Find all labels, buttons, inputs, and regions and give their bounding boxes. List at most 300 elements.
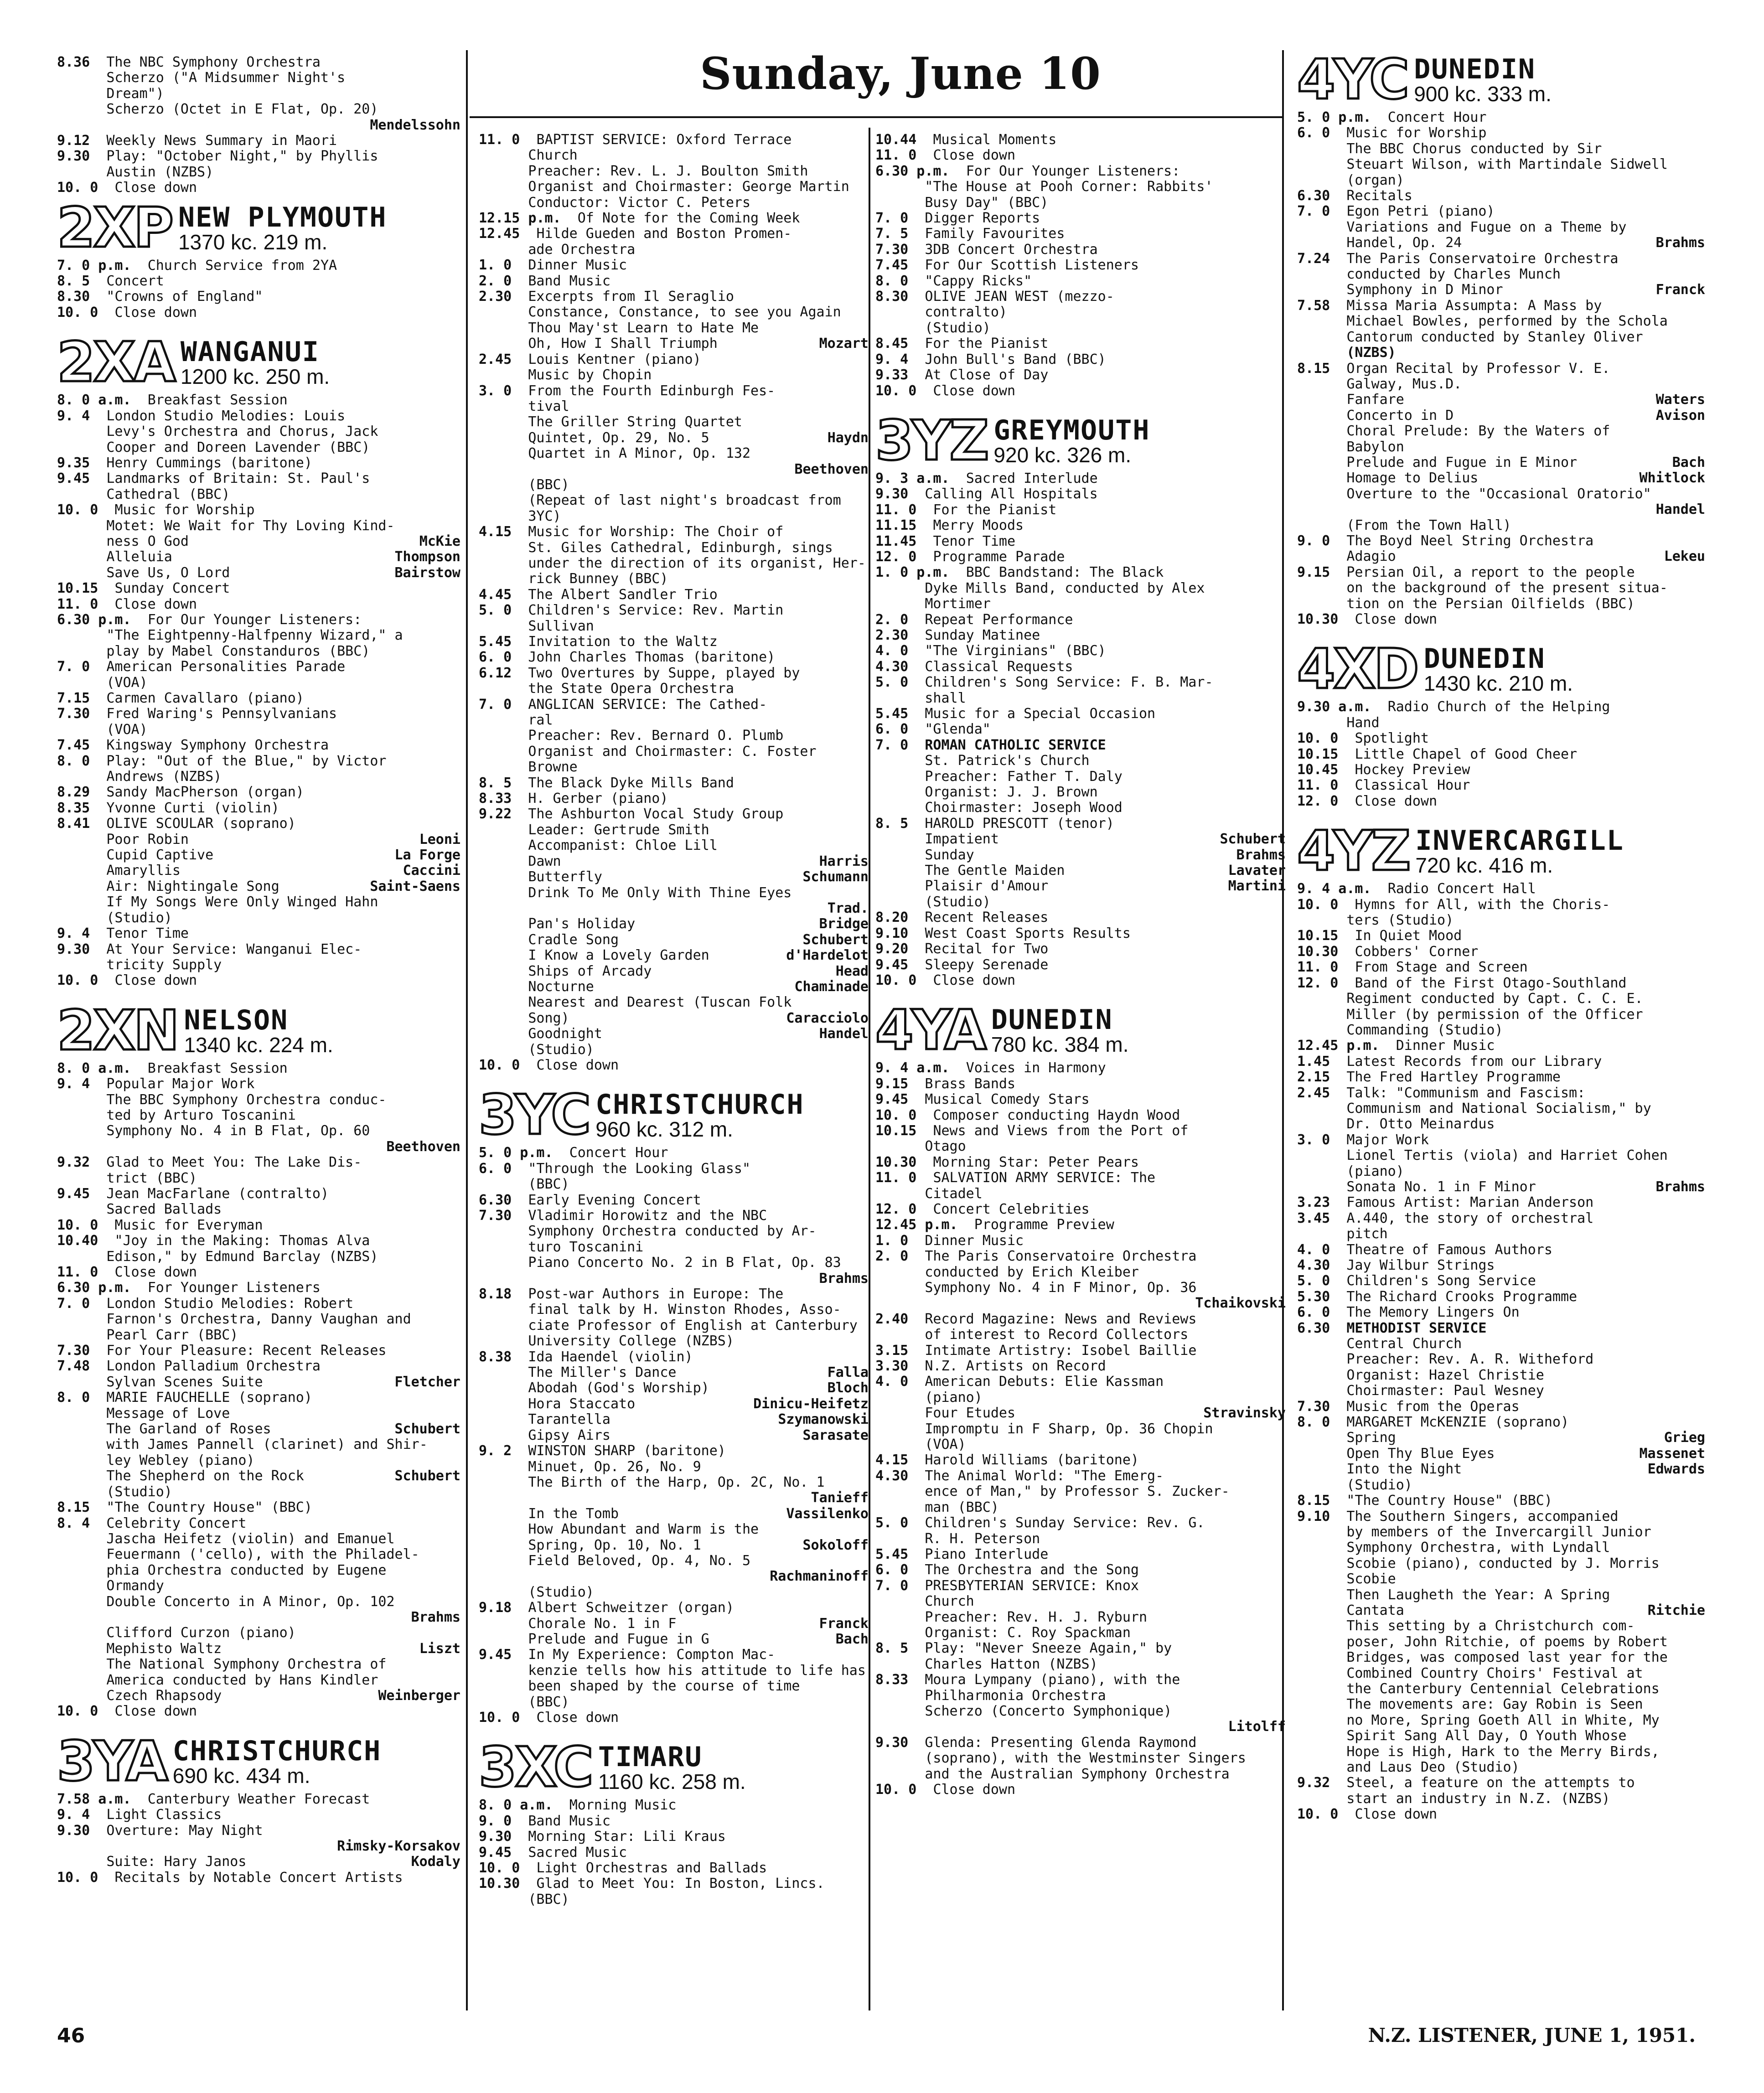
listing-line: [57, 1610, 460, 1625]
listing-programme: Composer conducting Haydn Wood: [933, 1107, 1180, 1123]
listing-line: [479, 540, 869, 556]
listing-programme: Close down: [933, 382, 1016, 399]
listing-programme: Preacher: Rev. H. J. Ryburn: [925, 1609, 1148, 1625]
listing-line: [875, 242, 1286, 258]
listing-continued-2: [479, 132, 869, 1083]
listing-line: [57, 1578, 460, 1594]
listing-time: 1. 0: [875, 1232, 909, 1249]
listing-line: [875, 195, 1286, 211]
listing-time: 9.45: [875, 956, 909, 973]
listing-line: [57, 502, 460, 518]
listing-programme: Choirmaster: Paul Wesney: [1346, 1383, 1544, 1399]
listing-time: 6. 0: [875, 1562, 909, 1578]
listing-time: 9.15: [1297, 564, 1330, 580]
listing-time: 7. 0: [875, 1577, 909, 1594]
listing-time: 5.30: [1297, 1288, 1330, 1305]
listing-line: [57, 1823, 460, 1839]
listing-time: 5.45: [875, 706, 909, 722]
listing-line: [875, 1249, 1286, 1264]
listing-programme: America conducted by Hans Kindler: [106, 1672, 378, 1688]
listing-programme: Jay Wilbur Strings: [1346, 1257, 1495, 1273]
listing-programme: ley Webley (piano): [106, 1452, 255, 1468]
listing-line: [1297, 377, 1705, 392]
listing-time: 2.15: [1297, 1069, 1330, 1085]
listing-time: 6.30 p.m.: [875, 163, 950, 179]
listing-line: [1297, 1242, 1705, 1258]
station-header: [57, 1730, 460, 1793]
listing-programme: Close down: [114, 1703, 197, 1720]
listing-line: [479, 399, 869, 414]
listing-line: [875, 1641, 1286, 1656]
listing-line: [875, 226, 1286, 242]
listing-programme: Music for Everyman: [114, 1217, 263, 1233]
listing-programme: Constance, Constance, to see you Again: [528, 304, 841, 320]
listing-programme: Music for Worship: [1346, 125, 1487, 141]
listing-programme: been shaped by the course of time: [528, 1678, 800, 1695]
listing-programme: Close down: [114, 1264, 197, 1280]
listing-programme: Canterbury Weather Forecast: [147, 1791, 370, 1807]
listing-line: [875, 1437, 1286, 1452]
listing-line: [1297, 439, 1705, 455]
listing-programme: Play: "Out of the Blue," by Victor: [106, 753, 387, 769]
listing-line: [875, 848, 1286, 863]
listing-line: [57, 1343, 460, 1359]
listing-composer: Dinicu-Heifetz: [753, 1395, 869, 1412]
listing-time: 10.30: [1297, 943, 1339, 960]
listing-time: 8.20: [875, 910, 909, 926]
listing-programme: turo Toscanini: [528, 1239, 644, 1255]
listing-programme: "Joy in the Making: Thomas Alva: [114, 1233, 370, 1249]
listing-line: [875, 1704, 1286, 1719]
station-header: [875, 999, 1286, 1063]
listing-time: 11.15: [875, 517, 917, 534]
listing-programme: For the Pianist: [925, 336, 1049, 352]
station-header: [1297, 820, 1705, 884]
listing-programme: Symphony Orchestra conducted by Ar-: [528, 1223, 817, 1240]
listing-line: [57, 894, 460, 910]
listing-time: 6.30: [479, 1192, 512, 1208]
listing-line: [479, 1318, 869, 1333]
listing-line: [875, 628, 1286, 643]
listing-programme: The Fred Hartley Programme: [1346, 1069, 1561, 1085]
listing-composer: La Forge: [394, 847, 460, 863]
listing-programme: Sunday Matinee: [925, 627, 1040, 643]
listing-programme: Pearl Carr (BBC): [106, 1327, 238, 1343]
listing-composer: Handel: [1655, 501, 1705, 518]
listing-programme: Michael Bowles, performed by the Schola: [1346, 313, 1668, 330]
listing-line: [57, 1657, 460, 1672]
listing-time: 10. 0: [1297, 1806, 1339, 1823]
listing-programme: Cobbers' Corner: [1355, 943, 1479, 960]
listing-time: 5.45: [479, 634, 512, 650]
listing-time: 2. 0: [875, 611, 909, 628]
listing-composer: Caracciolo: [786, 1010, 869, 1026]
listing-line: [1297, 173, 1705, 188]
listing-programme: OLIVE JEAN WEST (mezzo-: [925, 289, 1114, 305]
listing-continued: [57, 55, 460, 196]
listing-composer: Haydn: [827, 429, 869, 446]
listing-time: 9. 0: [479, 1813, 512, 1829]
listing-line: [875, 320, 1286, 336]
listing-programme: (Studio): [106, 1483, 172, 1500]
listing-programme: 3YC): [528, 508, 561, 524]
listing-line: [875, 879, 1286, 894]
listing-programme: Preacher: Father T. Daly: [925, 768, 1123, 785]
station-frequency: 1160 kc. 258 m.: [598, 1770, 746, 1794]
listing-programme: Radio Church of the Helping: [1387, 699, 1610, 715]
listing-line: [57, 1186, 460, 1202]
listing-time: 6.30: [1297, 188, 1330, 204]
listing-programme: London Studio Melodies: Robert: [106, 1295, 354, 1312]
listing-line: [1297, 897, 1705, 913]
listing-line: [479, 509, 869, 524]
listing-time: 9.30: [479, 1829, 512, 1845]
listing-line: [1297, 1101, 1705, 1116]
listing-programme: Browne: [528, 759, 578, 775]
listing-line: [875, 1782, 1286, 1798]
listing-time: 8.33: [479, 791, 512, 807]
listing-time: 8.41: [57, 816, 90, 832]
listing-line: [1297, 502, 1705, 517]
listing-line: [57, 1061, 460, 1076]
listing-line: [479, 1287, 869, 1302]
station-frequency: 720 kc. 416 m.: [1415, 853, 1553, 878]
listing-time: 8. 0: [57, 1390, 90, 1406]
listing-programme: "The Country House" (BBC): [1346, 1493, 1552, 1509]
listing-programme: The BBC Symphony Orchestra conduc-: [106, 1091, 387, 1108]
station-city: TIMARU: [598, 1741, 703, 1773]
listing-programme: Music for Worship: [114, 502, 255, 518]
listing-programme: Feuermann ('cello), with the Philadel-: [106, 1546, 419, 1563]
listing-programme: The Paris Conservatoire Orchestra: [925, 1248, 1197, 1265]
listing-programme: Into the Night: [1346, 1461, 1462, 1478]
column-3: [875, 132, 1286, 1808]
listing-line: [57, 832, 460, 848]
listing-time: 6. 0: [875, 721, 909, 738]
listing-line: [479, 1569, 869, 1584]
listing-time: 8. 4: [57, 1515, 90, 1531]
listing-line: [479, 1632, 869, 1647]
listing-programme: Suite: Hary Janos: [106, 1854, 247, 1870]
station-header: [1297, 638, 1705, 702]
station-frequency: 1340 kc. 224 m.: [184, 1033, 333, 1057]
listing-programme: London Palladium Orchestra: [106, 1358, 321, 1375]
listing-line: [479, 681, 869, 697]
listing-line: [1297, 1791, 1705, 1807]
station-callsign: 3XC: [479, 1736, 592, 1800]
listing-time: 7.30: [875, 241, 909, 258]
listing-composer: Rimsky-Korsakov: [337, 1838, 460, 1854]
listing-line: [479, 619, 869, 634]
listing-programme: Four Etudes: [925, 1405, 1016, 1421]
listing-line: [479, 1585, 869, 1600]
listing-time: 7.30: [1297, 1398, 1330, 1415]
listing-line: [57, 1792, 460, 1807]
listing-line: [1297, 1085, 1705, 1101]
listing-programme: Save Us, O Lord: [106, 564, 230, 581]
listing-programme: Clifford Curzon (piano): [106, 1625, 296, 1641]
listing-programme: Fanfare: [1346, 392, 1404, 408]
listing-line: [1297, 125, 1705, 141]
station-frequency: 900 kc. 333 m.: [1414, 82, 1552, 106]
station-3XC: [479, 1736, 869, 1917]
listing-time: 10. 0: [875, 1107, 917, 1123]
listing-line: [1297, 361, 1705, 377]
listing-line: [479, 995, 869, 1010]
listing-time: 8. 5: [57, 273, 90, 289]
listing-line: [479, 179, 869, 195]
listing-composer: Waters: [1655, 392, 1705, 408]
listing-line: [875, 1296, 1286, 1311]
listing-line: [57, 1468, 460, 1484]
listing-programme: (Studio): [925, 320, 991, 336]
listing-composer: Stravinsky: [1203, 1405, 1286, 1421]
listing-time: 7. 5: [875, 226, 909, 242]
listing-line: [57, 1359, 460, 1374]
listing-line: [479, 1302, 869, 1318]
listing-time: 8.36: [57, 54, 90, 70]
listing-line: [479, 1695, 869, 1710]
listing-line: [875, 1735, 1286, 1751]
listing-time: 10.30: [479, 1876, 520, 1892]
listing-line: [479, 1553, 869, 1569]
listing-line: [479, 1145, 869, 1161]
listing-time: 6.30 p.m.: [57, 1280, 131, 1296]
listing-line: [57, 305, 460, 320]
listing-programme: Invitation to the Waltz: [528, 634, 718, 650]
listing-programme: "Crowns of England": [106, 289, 263, 305]
listing-programme: St. Giles Cathedral, Edinburgh, sings: [528, 539, 833, 556]
listing-programme: Galway, Mus.D.: [1346, 376, 1462, 392]
listing-line: [1297, 960, 1705, 975]
listing-time: 3.23: [1297, 1194, 1330, 1211]
listing-line: [1297, 731, 1705, 746]
listing-line: [479, 760, 869, 775]
listing-programme: Hora Staccato: [528, 1395, 636, 1412]
listing-line: [479, 1208, 869, 1224]
listing-line: [875, 549, 1286, 565]
listing-programme: The Paris Conservatoire Orchestra: [1346, 250, 1619, 267]
station-city: INVERCARGILL: [1415, 825, 1624, 857]
listing-programme: Concerto in D: [1346, 407, 1454, 424]
listing-composer: Franck: [1655, 282, 1705, 298]
listing-programme: Regiment conducted by Capt. C. C. E.: [1346, 991, 1643, 1007]
listing-time: 7. 0: [875, 737, 909, 753]
listing-programme: "The Virginians" (BBC): [925, 643, 1106, 659]
listing-programme: Conductor: Victor C. Peters: [528, 194, 751, 211]
listing-line: [479, 430, 869, 446]
listing-time: 11. 0: [57, 596, 98, 612]
listing-programme: For Younger Listeners: [147, 1280, 321, 1296]
listing-time: 5. 0 p.m.: [1297, 109, 1371, 125]
listing-programme: Organist and Choirmaster: George Martin: [528, 179, 849, 195]
listing-line: [1297, 1211, 1705, 1226]
listing-line: [1297, 944, 1705, 960]
listing-programme: Church: [528, 147, 578, 164]
station-city: NEW PLYMOUTH: [178, 201, 387, 233]
listing-line: [875, 612, 1286, 628]
listing-programme: rick Bunney (BBC): [528, 571, 668, 587]
listing-programme: Recitals by Notable Concert Artists: [114, 1869, 403, 1886]
listing-line: [479, 352, 869, 367]
listing-time: 12.45 p.m.: [875, 1217, 958, 1233]
listing-programme: Charles Hatton (NZBS): [925, 1656, 1098, 1672]
station-4YC: [1297, 48, 1705, 637]
listing-time: 9.30 a.m.: [1297, 699, 1371, 715]
listing-line: [479, 666, 869, 681]
listing-programme: Music for Worship: The Choir of: [528, 524, 784, 540]
listing-line: [1297, 1336, 1705, 1352]
listing-composer: Schubert: [394, 1421, 460, 1437]
listing-line: [479, 477, 869, 493]
listing-composer: Szymanowski: [778, 1411, 869, 1428]
listing-line: [1297, 1289, 1705, 1305]
listing-programme: Farnon's Orchestra, Danny Vaughan and: [106, 1311, 411, 1328]
station-2XN: [57, 999, 460, 1730]
listing-line: [57, 408, 460, 424]
listing-programme: MARIE FAUCHELLE (soprano): [106, 1390, 312, 1406]
listing-programme: Choirmaster: Joseph Wood: [925, 800, 1123, 816]
listing-line: [57, 1375, 460, 1390]
listing-line: [1297, 282, 1705, 298]
listing-programme: The Garland of Roses: [106, 1421, 271, 1437]
listing-line: [479, 320, 869, 336]
listing-line: [57, 1547, 460, 1562]
listing-line: [479, 854, 869, 869]
listing-programme: Concert Celebrities: [933, 1201, 1090, 1217]
listing-programme: H. Gerber (piano): [528, 791, 668, 807]
listing-programme: Play: "Never Sneeze Again," by: [925, 1640, 1172, 1657]
listing-programme: Classical Hour: [1355, 777, 1470, 794]
listing-programme: Little Chapel of Good Cheer: [1355, 746, 1578, 762]
listing-programme: Then Laugheth the Year: A Spring: [1346, 1587, 1610, 1603]
listing-programme: (Studio): [106, 910, 172, 926]
listing-time: 11. 0: [875, 147, 917, 164]
listing-line: [875, 1233, 1286, 1249]
listing-programme: Fred Waring's Pennsylvanians: [106, 706, 337, 722]
listing-programme: Symphony in D Minor: [1346, 282, 1503, 298]
listing-time: 10.15: [1297, 928, 1339, 944]
listing-programme: The Ashburton Vocal Study Group: [528, 806, 784, 822]
listing-line: [875, 973, 1286, 988]
listing-programme: Light Classics: [106, 1807, 222, 1823]
listing-time: 8.30: [57, 289, 90, 305]
listing-line: [57, 1218, 460, 1233]
listing-composer: Brahms: [411, 1609, 460, 1625]
listing-programme: conducted by Erich Kleiber: [925, 1264, 1139, 1280]
listing-programme: Merry Moods: [933, 517, 1024, 534]
listing-programme: Sacred Interlude: [966, 470, 1098, 486]
listing-programme: Organist: Hazel Christie: [1346, 1367, 1544, 1383]
listing-programme: Steel, a feature on the attempts to: [1346, 1775, 1635, 1791]
listing-programme: Classical Requests: [925, 658, 1073, 675]
listing-line: [479, 1845, 869, 1860]
listing-programme: Andrews (NZBS): [106, 769, 222, 785]
station-frequency: 690 kc. 434 m.: [172, 1763, 310, 1788]
listing-programme: Close down: [536, 1710, 619, 1726]
station-callsign: 3YC: [479, 1084, 590, 1147]
listing-time: 1. 0 p.m.: [875, 564, 950, 581]
listing-line: [875, 941, 1286, 957]
listing-time: 12. 0: [875, 548, 917, 565]
listing-line: [875, 1374, 1286, 1390]
listing-programme: and Laus Deo (Studio): [1346, 1759, 1520, 1775]
listing-programme: Commanding (Studio): [1346, 1022, 1503, 1038]
listing-programme: Glad to Meet You: The Lake Dis-: [106, 1154, 362, 1171]
listing-time: 10.30: [1297, 611, 1339, 627]
page-number: 46: [57, 2024, 85, 2047]
listing-line: [479, 1892, 869, 1907]
listing-programme: Concert: [106, 273, 164, 289]
listing-line: [875, 1610, 1286, 1625]
listing-time: 9.35: [57, 455, 90, 471]
listing-programme: Music from the Operas: [1346, 1398, 1520, 1415]
listing-line: [57, 165, 460, 180]
listing-time: 9. 4: [875, 351, 909, 367]
station-header: [1297, 48, 1705, 112]
listing-line: [479, 1538, 869, 1553]
listing-time: 8. 0: [1297, 1414, 1330, 1431]
listing-time: 7.58: [1297, 297, 1330, 314]
listing-line: [57, 957, 460, 973]
listing-line: [57, 1807, 460, 1823]
station-frequency: 1200 kc. 250 m.: [180, 365, 330, 389]
listing-line: [1297, 1007, 1705, 1023]
listing-programme: The BBC Chorus conducted by Sir: [1346, 140, 1602, 157]
station-header: [57, 331, 460, 395]
listing-programme: West Coast Sports Results: [925, 925, 1131, 941]
listing-time: 7.15: [57, 690, 90, 706]
listing-line: [875, 863, 1286, 879]
listing-time: 8. 0 a.m.: [57, 1060, 131, 1076]
listing-line: [875, 1280, 1286, 1296]
listing-line: [1297, 1383, 1705, 1399]
station-frequency: 960 kc. 312 m.: [595, 1117, 733, 1142]
listing-line: [875, 800, 1286, 816]
listing-line: [57, 612, 460, 628]
listing-time: 9.45: [57, 470, 90, 487]
listing-programme: (From the Town Hall): [1346, 517, 1511, 533]
listing-programme: This setting by a Christchurch com-: [1346, 1618, 1635, 1634]
listing-line: [57, 769, 460, 785]
listing-composer: Handel: [819, 1026, 869, 1042]
listing-time: 9. 4: [57, 408, 90, 424]
listing-programme: Cantata: [1346, 1602, 1404, 1618]
listing-line: [875, 1155, 1286, 1170]
listing-programme: Spring: [1346, 1430, 1396, 1446]
listing-line: [1297, 1132, 1705, 1148]
listing-composer: Lavater: [1228, 863, 1286, 879]
listing-time: 4. 0: [1297, 1241, 1330, 1258]
listing-line: [479, 336, 869, 351]
listing-programme: Preacher: Rev. L. J. Boulton Smith: [528, 163, 808, 179]
listing-time: 7. 0: [1297, 203, 1330, 220]
listing-composer: Bridge: [819, 916, 869, 932]
listing-line: [479, 1058, 869, 1073]
listing-line: [479, 964, 869, 979]
listing-programme: Poor Robin: [106, 831, 189, 848]
listing-line: [1297, 1462, 1705, 1477]
listing-line: [57, 816, 460, 832]
listing-programme: final talk by H. Winston Rhodes, Asso-: [528, 1302, 841, 1318]
listing-programme: Hockey Preview: [1355, 762, 1470, 778]
listing-programme: Jascha Heifetz (violin) and Emanuel: [106, 1530, 395, 1547]
listing-line: [479, 1600, 869, 1616]
listing-programme: Children's Song Service: F. B. Mar-: [925, 674, 1213, 691]
listing-programme: Ormandy: [106, 1578, 164, 1594]
listing-line: [875, 1327, 1286, 1343]
listing-programme: Play: "October Night," by Phyllis: [106, 148, 378, 165]
